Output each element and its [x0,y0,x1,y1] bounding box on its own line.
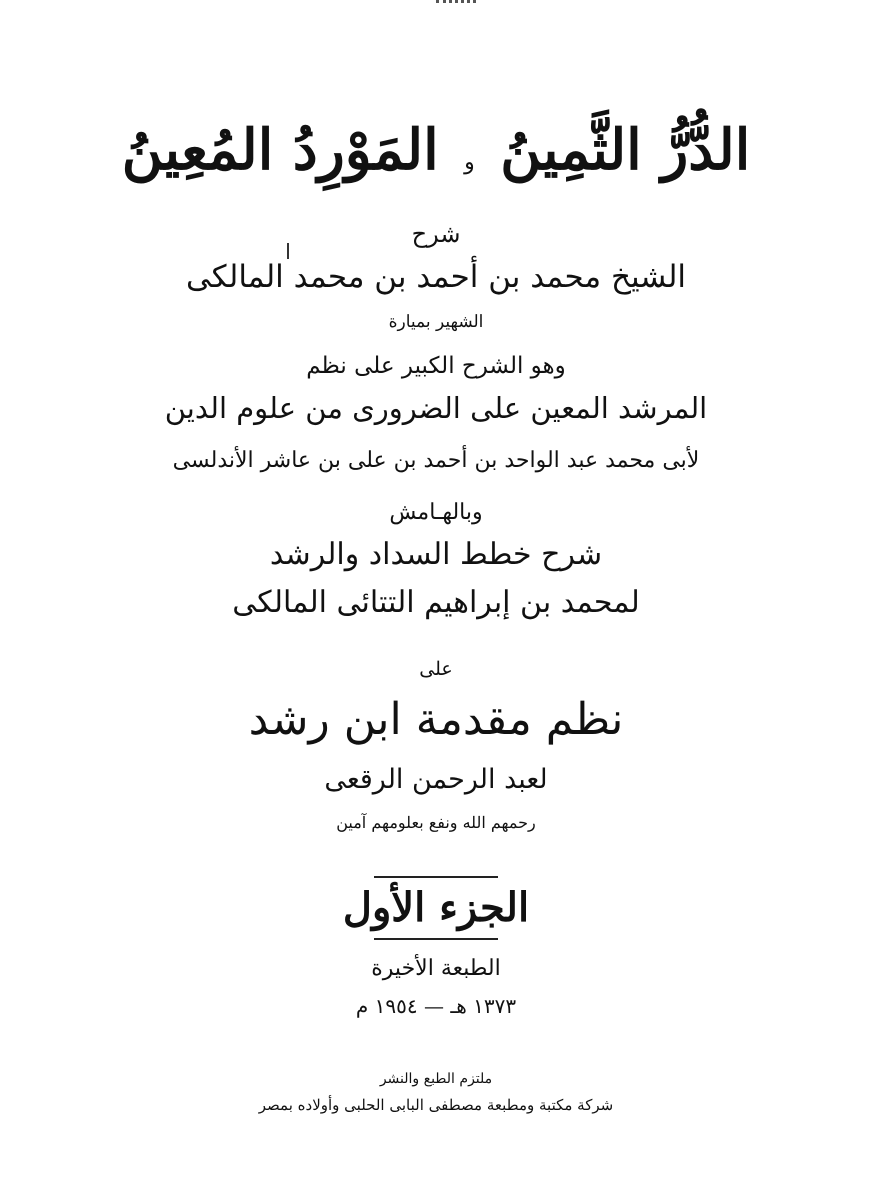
publication-date: ١٣٧٣ هـ — ١٩٥٤ م [355,994,517,1018]
book-title-part-1: الدُّرُّ الثَّمِينُ [500,117,751,183]
margin-mark [287,243,289,259]
matn-title: المرشد المعين على الضرورى من علوم الدين [164,391,708,425]
book-title [0,117,872,183]
margin-commentary-author: لمحمد بن إبراهيم التتائى المالكى [232,585,640,620]
description-line: وهو الشرح الكبير على نظم [306,353,566,379]
edition-label: الطبعة الأخيرة [371,956,501,981]
volume-rule-bottom [374,938,498,940]
matn-author: لأبى محمد عبد الواحد بن أحمد بن على بن عاشر الأندلسى [172,448,700,473]
author-line: الشيخ محمد بن أحمد بن محمد المالكى [185,259,687,295]
sharh-label: شرح [411,220,461,248]
margin-label: وبالهـامش [389,500,483,525]
margin-commentary-title: شرح خطط السداد والرشد [269,537,603,572]
book-title-conjunction: و [464,150,475,175]
known-as-line: الشهير بميارة [388,312,484,332]
volume-label: الجزء الأول [342,884,530,931]
nazm-title: نظم مقدمة ابن رشد [248,694,624,745]
nazm-author: لعبد الرحمن الرقعى [324,764,548,795]
book-title-part-2: المَوْرِدُ المُعِينُ [121,117,439,183]
publisher-label: ملتزم الطبع والنشر [379,1071,493,1087]
top-edge-mark [436,0,476,7]
publisher-name: شركة مكتبة ومطبعة مصطفى البابى الحلبى وأولاده بمصر [258,1096,614,1114]
ala-label: على [419,658,453,680]
dua-line: رحمهم الله ونفع بعلومهم آمين [336,813,536,832]
volume-rule-top [374,876,498,878]
